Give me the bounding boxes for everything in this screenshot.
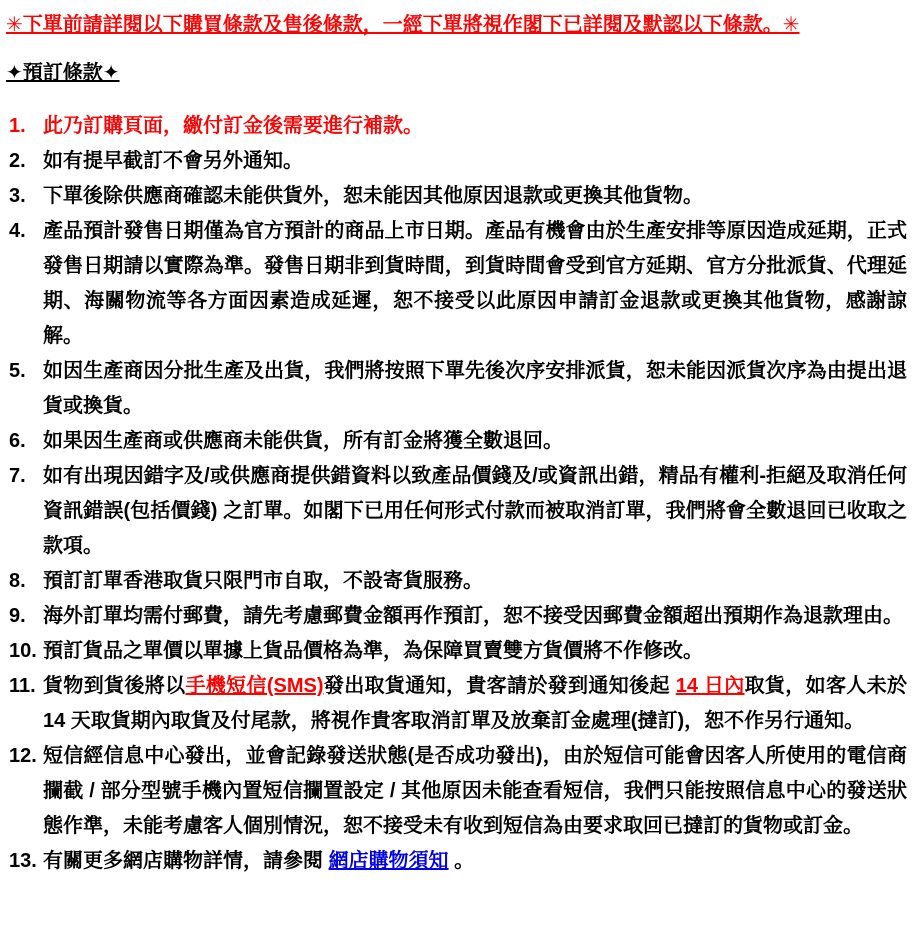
term-item-12 xyxy=(6,739,907,844)
term-text: 如果因生產商或供應商未能供貨，所有訂金將獲全數退回。 xyxy=(43,430,563,452)
term-number: 12. xyxy=(9,745,37,767)
term-text: 手機短信(SMS) xyxy=(185,675,324,697)
term-text: 此乃訂購頁面，繳付訂金後需要進行補款。 xyxy=(43,115,423,137)
term-item-9 xyxy=(6,599,907,634)
term-number: 8. xyxy=(9,570,26,592)
term-number: 2. xyxy=(9,150,26,172)
term-number: 11. xyxy=(9,675,36,697)
term-number: 13. xyxy=(9,850,37,872)
term-item-13 xyxy=(6,844,907,879)
term-item-2 xyxy=(6,144,907,179)
term-item-4 xyxy=(6,214,907,354)
term-text: 貨物到貨後將以 xyxy=(43,675,186,697)
term-text: 14 日內 xyxy=(675,675,745,697)
term-text: 海外訂單均需付郵費，請先考慮郵費金額再作預訂，恕不接受因郵費金額超出預期作為退款理由。 xyxy=(43,605,903,627)
page-title: ✳下單前請詳閱以下購買條款及售後條款，一經下單將視作閣下已詳閱及默認以下條款。✳ xyxy=(6,14,800,36)
term-number: 9. xyxy=(9,605,26,627)
term-text: 。 xyxy=(448,850,475,872)
term-item-8 xyxy=(6,564,907,599)
terms-list xyxy=(6,109,907,879)
term-item-11 xyxy=(6,669,907,739)
term-number: 6. xyxy=(9,430,26,452)
preorder-terms-document xyxy=(6,12,907,879)
term-number: 10. xyxy=(9,640,37,662)
term-text: 產品預計發售日期僅為官方預計的商品上市日期。產品有機會由於生產安排等原因造成延期，正式發售日期請以實際為準。發售日期非到貨時間，到貨時間會受到官方延期、官方分批派貨、代理延期、海關物流等各方面因素造成延遲，恕不接受以此原因申請訂金退款或更換其他貨物，感謝諒解。 xyxy=(43,220,907,347)
term-text: 取貨，如客人未於 14 天取貨期內取貨及付尾款，將視作貴客取消訂單及放棄訂金處理(撻訂)，恕不作另行通知。 xyxy=(43,675,908,732)
term-number: 3. xyxy=(9,185,26,207)
term-text: 下單後除供應商確認未能供貨外，恕未能因其他原因退款或更換其他貨物。 xyxy=(43,185,703,207)
term-text: 預訂訂單香港取貨只限門市自取，不設寄貨服務。 xyxy=(43,570,483,592)
term-item-3 xyxy=(6,179,907,214)
term-text: 短信經信息中心發出，並會記錄發送狀態(是否成功發出)，由於短信可能會因客人所使用的電信商攔截 / 部分型號手機內置短信攔置設定 / 其他原因未能查看短信，我們只能按照信息中心的發送狀態作準，未能考慮客人個別情況，恕不接受未有收到短信為由要求取回已撻訂的貨物或訂金。 xyxy=(43,745,907,837)
store-shopping-notice-link[interactable]: 網店購物須知 xyxy=(328,850,449,872)
term-text: 預訂貨品之單價以單據上貨品價格為準，為保障買賣雙方貨價將不作修改。 xyxy=(43,640,703,662)
term-number: 7. xyxy=(9,465,26,487)
term-text: 如有提早截訂不會另外通知。 xyxy=(43,150,303,172)
term-text: 發出取貨通知，貴客請於發到通知後起 xyxy=(323,675,676,697)
term-item-1 xyxy=(6,109,907,144)
term-item-6 xyxy=(6,424,907,459)
term-text: 如因生產商因分批生產及出貨，我們將按照下單先後次序安排派貨，恕未能因派貨次序為由提出退貨或換貨。 xyxy=(43,360,907,417)
term-number: 4. xyxy=(9,220,26,242)
term-number: 5. xyxy=(9,360,26,382)
term-text: 有關更多網店購物詳情，請參閱 xyxy=(43,850,329,872)
term-item-7 xyxy=(6,459,907,564)
term-item-5 xyxy=(6,354,907,424)
term-number: 1. xyxy=(9,115,26,137)
term-item-10 xyxy=(6,634,907,669)
section-header: ✦預訂條款✦ xyxy=(6,62,120,84)
term-text: 如有出現因錯字及/或供應商提供錯資料以致產品價錢及/或資訊出錯，精品有權利-拒絕及取消任何資訊錯誤(包括價錢) 之訂單。如閣下已用任何形式付款而被取消訂單，我們將會全數退回已收取之款項。 xyxy=(43,465,907,557)
